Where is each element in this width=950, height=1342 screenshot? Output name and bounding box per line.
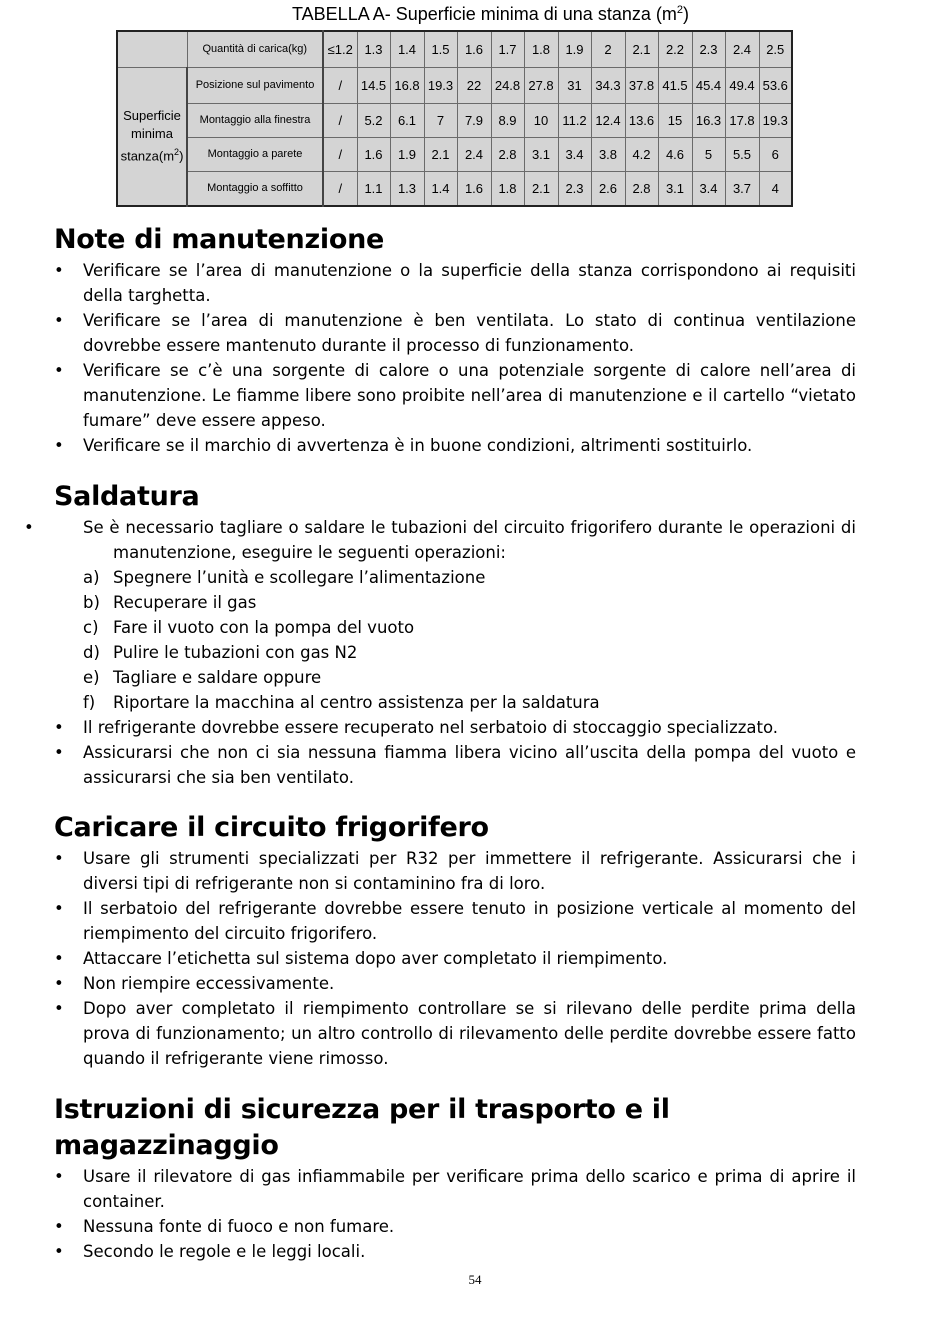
table-cell: 24.8 — [491, 67, 524, 103]
table-cell: 5 — [692, 137, 725, 171]
table-cell: 2.1 — [524, 171, 558, 206]
step-text: Fare il vuoto con la pompa del vuoto — [113, 618, 415, 637]
maintenance-list — [54, 258, 856, 458]
welding-intro: • Se è necessario tagliare o saldare le tubazioni del circuito frigorifero durante le operazioni di manutenzione, eseguire le seguenti operazioni: — [54, 515, 856, 565]
table-cell: 1.6 — [457, 171, 491, 206]
table-header-value: 2.3 — [692, 31, 725, 67]
welding-list — [54, 515, 856, 565]
table-header-value: 1.5 — [424, 31, 457, 67]
welding-heading: Saldatura — [54, 481, 200, 512]
table-header-value: 2.4 — [725, 31, 759, 67]
table-cell: 27.8 — [524, 67, 558, 103]
table-row-label: Montaggio a soffitto — [187, 171, 323, 206]
table-cell: 4.2 — [625, 137, 658, 171]
table-cell: 3.4 — [692, 171, 725, 206]
table-cell: 41.5 — [658, 67, 692, 103]
welding-notes — [54, 715, 856, 790]
table-cell: 2.8 — [625, 171, 658, 206]
maintenance-item: • Verificare se l’area di manutenzione o la superficie della stanza corrispondono ai requisiti della targhetta. — [54, 258, 856, 308]
welding-step — [54, 690, 856, 715]
table-header-value: 2.2 — [658, 31, 692, 67]
table-row — [117, 137, 792, 171]
step-text: Pulire le tubazioni con gas N2 — [113, 643, 358, 662]
table-cell: 7.9 — [457, 103, 491, 137]
welding-step — [54, 565, 856, 590]
table-cell: 1.4 — [424, 171, 457, 206]
table-cell: / — [323, 103, 357, 137]
table-header-value: 1.7 — [491, 31, 524, 67]
table-cell: 2.6 — [591, 171, 625, 206]
table-cell: 11.2 — [558, 103, 591, 137]
welding-note: • Assicurarsi che non ci sia nessuna fiamma libera vicino all’uscita della pompa del vuoto e assicurarsi che sia ben ventilato. — [54, 740, 856, 790]
table-cell: 5.5 — [725, 137, 759, 171]
step-marker: e) — [83, 668, 100, 687]
table-cell: 37.8 — [625, 67, 658, 103]
table-header-value: 1.4 — [390, 31, 424, 67]
table-header-value: 1.6 — [457, 31, 491, 67]
table-cell: 16.8 — [390, 67, 424, 103]
step-text: Recuperare il gas — [113, 593, 257, 612]
table-header-row — [117, 31, 792, 67]
step-text: Tagliare e saldare oppure — [113, 668, 322, 687]
table-cell: 3.8 — [591, 137, 625, 171]
maintenance-heading: Note di manutenzione — [54, 224, 385, 255]
transport-list — [54, 1164, 856, 1264]
table-header-value: 1.3 — [357, 31, 390, 67]
table-cell: / — [323, 171, 357, 206]
table-cell: 3.1 — [524, 137, 558, 171]
table-header-label: Quantità di carica(kg) — [187, 31, 323, 67]
table-cell: 2.8 — [491, 137, 524, 171]
charging-heading: Caricare il circuito frigorifero — [54, 812, 489, 843]
page-number: 54 — [468, 1272, 482, 1287]
table-cell: 5.2 — [357, 103, 390, 137]
table-cell: 53.6 — [759, 67, 792, 103]
welding-steps — [54, 565, 856, 715]
table-cell: 49.4 — [725, 67, 759, 103]
charging-item: • Il serbatoio del refrigerante dovrebbe essere tenuto in posizione verticale al momento del riempimento del circuito frigorifero. — [54, 896, 856, 946]
table-header-value: ≤1.2 — [323, 31, 357, 67]
table-cell: 1.6 — [357, 137, 390, 171]
welding-note: • Il refrigerante dovrebbe essere recuperato nel serbatoio di stoccaggio specializzato. — [54, 715, 856, 740]
transport-item: • Secondo le regole e le leggi locali. — [54, 1239, 856, 1264]
table-cell: 4 — [759, 171, 792, 206]
table-cell: 13.6 — [625, 103, 658, 137]
table-row-label: Montaggio a parete — [187, 137, 323, 171]
table-cell: 8.9 — [491, 103, 524, 137]
charging-item: • Dopo aver completato il riempimento controllare se si rilevano delle perdite prima della prova di funzionamento; un altro controllo di rilevamento delle perdite dovrebbe essere fatto quando il refrigerante viene rimosso. — [54, 996, 856, 1071]
table-cell: 6 — [759, 137, 792, 171]
table-cell: 1.9 — [390, 137, 424, 171]
step-marker: a) — [83, 568, 100, 587]
table-row — [117, 103, 792, 137]
charging-item: • Non riempire eccessivamente. — [54, 971, 856, 996]
table-cell: 19.3 — [759, 103, 792, 137]
charging-list — [54, 846, 856, 1071]
table-header-value: 1.8 — [524, 31, 558, 67]
charging-item: • Attaccare l’etichetta sul sistema dopo aver completato il riempimento. — [54, 946, 856, 971]
table-cell: 14.5 — [357, 67, 390, 103]
table-title: TABELLA A- Superficie minima di una stanza $(m^2)$ — [292, 4, 689, 24]
table-corner-cell — [117, 31, 187, 67]
maintenance-item: • Verificare se l’area di manutenzione è ben ventilata. Lo stato di continua ventilazione dovrebbe essere mantenuto durante il processo di funzionamento. — [54, 308, 856, 358]
table-side-label: Superficie minima $stanza(m^2)$ — [117, 67, 187, 206]
table-cell: 10 — [524, 103, 558, 137]
table-cell: 15 — [658, 103, 692, 137]
table-row — [117, 67, 792, 103]
welding-step — [54, 615, 856, 640]
step-text: Spegnere l’unità e scollegare l’alimentazione — [113, 568, 486, 587]
table-cell: 3.1 — [658, 171, 692, 206]
transport-heading: Istruzioni di sicurezza per il trasporto e il magazzinaggio — [54, 1094, 670, 1161]
table-row — [117, 171, 792, 206]
table-cell: 2.4 — [457, 137, 491, 171]
welding-step — [54, 665, 856, 690]
step-marker: f) — [83, 693, 96, 712]
table-cell: 22 — [457, 67, 491, 103]
maintenance-item: • Verificare se il marchio di avvertenza è in buone condizioni, altrimenti sostituirlo. — [54, 433, 856, 458]
table-cell: 12.4 — [591, 103, 625, 137]
maintenance-item: • Verificare se c’è una sorgente di calore o una potenziale sorgente di calore nell’area di manutenzione. Le fiamme libere sono proibite nell’area di manutenzione e il cartello “vietato fumare” deve essere appeso. — [54, 358, 856, 433]
table-row-label: Posizione sul pavimento — [187, 67, 323, 103]
min-room-area-table — [116, 30, 793, 207]
table-cell: 7 — [424, 103, 457, 137]
table-header-value: 2 — [591, 31, 625, 67]
table-cell: 3.7 — [725, 171, 759, 206]
welding-step — [54, 640, 856, 665]
step-marker: d) — [83, 643, 100, 662]
table-cell: 17.8 — [725, 103, 759, 137]
welding-step — [54, 590, 856, 615]
transport-item: • Usare il rilevatore di gas infiammabile per verificare prima dello scarico e prima di aprire il container. — [54, 1164, 856, 1214]
charging-item: • Usare gli strumenti specializzati per R32 per immettere il refrigerante. Assicurarsi che i diversi tipi di refrigerante non si contaminino fra di loro. — [54, 846, 856, 896]
transport-item: • Nessuna fonte di fuoco e non fumare. — [54, 1214, 856, 1239]
table-cell: 2.1 — [424, 137, 457, 171]
table-cell: / — [323, 137, 357, 171]
table-cell: 1.3 — [390, 171, 424, 206]
page-content — [54, 222, 856, 1264]
table-cell: 45.4 — [692, 67, 725, 103]
table-cell: 1.1 — [357, 171, 390, 206]
table-header-value: 1.9 — [558, 31, 591, 67]
table-header-value: 2.1 — [625, 31, 658, 67]
table-cell: 16.3 — [692, 103, 725, 137]
table-cell: 2.3 — [558, 171, 591, 206]
table-cell: 6.1 — [390, 103, 424, 137]
table-cell: 3.4 — [558, 137, 591, 171]
table-cell: 31 — [558, 67, 591, 103]
table-cell: 4.6 — [658, 137, 692, 171]
table-cell: 19.3 — [424, 67, 457, 103]
step-text: Riportare la macchina al centro assistenza per la saldatura — [113, 693, 600, 712]
table-cell: 1.8 — [491, 171, 524, 206]
table-cell: 34.3 — [591, 67, 625, 103]
table-header-value: 2.5 — [759, 31, 792, 67]
table-row-label: Montaggio alla finestra — [187, 103, 323, 137]
table-cell: / — [323, 67, 357, 103]
step-marker: c) — [83, 618, 99, 637]
step-marker: b) — [83, 593, 100, 612]
